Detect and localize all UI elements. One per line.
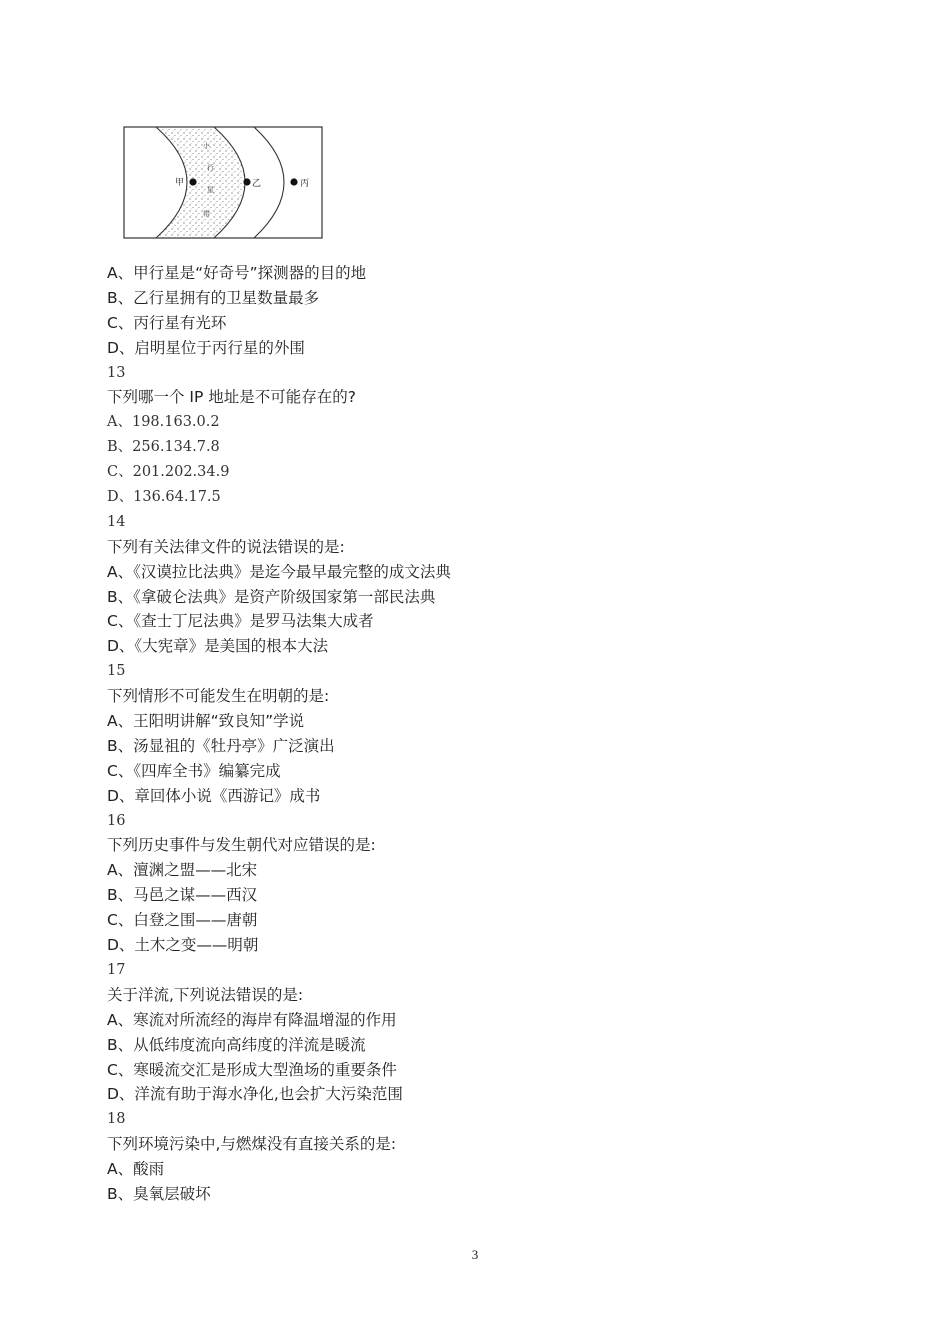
belt-label-2: 行	[207, 164, 214, 172]
text-line: C、201.202.34.9	[107, 464, 230, 481]
text-line: 下列哪一个 IP 地址是不可能存在的?	[107, 388, 357, 407]
text-line: B、从低纬度流向高纬度的洋流是暖流	[107, 1035, 366, 1054]
text-line: B、马邑之谋——西汉	[107, 886, 258, 905]
belt-label-4: 带	[203, 210, 210, 218]
text-line: A、酸雨	[107, 1160, 165, 1179]
text-line: A、198.163.0.2	[107, 414, 220, 431]
text-line: D、土木之变——明朝	[107, 936, 259, 955]
question-number: 13	[107, 364, 126, 381]
text-line: C、白登之围——唐朝	[107, 911, 258, 930]
text-line: B、乙行星拥有的卫星数量最多	[107, 288, 320, 307]
question-number: 18	[107, 1111, 126, 1128]
text-line: 下列有关法律文件的说法错误的是:	[107, 537, 345, 556]
text-line: D、洋流有助于海水净化,也会扩大污染范围	[107, 1085, 403, 1104]
planet-yi	[243, 178, 250, 185]
text-line: B、汤显祖的《牡丹亭》广泛演出	[107, 736, 335, 755]
text-line: B、《拿破仑法典》是资产阶级国家第一部民法典	[107, 587, 436, 606]
text-line: 下列环境污染中,与燃煤没有直接关系的是:	[107, 1135, 397, 1154]
text-line: C、《四库全书》编纂完成	[107, 761, 281, 780]
text-line: A、澶渊之盟——北宋	[107, 861, 258, 880]
text-line: D、启明星位于丙行星的外围	[107, 338, 305, 357]
text-line: C、丙行星有光环	[107, 313, 227, 332]
text-line: 下列情形不可能发生在明朝的是:	[107, 687, 330, 706]
text-line: 关于洋流,下列说法错误的是:	[107, 985, 304, 1004]
text-line: D、《大宪章》是美国的根本大法	[107, 637, 329, 656]
question-number: 16	[107, 812, 126, 829]
text-line: C、寒暖流交汇是形成大型渔场的重要条件	[107, 1060, 397, 1079]
question-number: 17	[107, 961, 126, 978]
question-number: 15	[107, 663, 126, 680]
text-line: B、256.134.7.8	[107, 439, 220, 456]
page-number: 3	[471, 1247, 479, 1262]
question-number: 14	[107, 513, 126, 530]
text-line: A、寒流对所流经的海岸有降温增湿的作用	[107, 1010, 397, 1029]
label-jia: 甲	[175, 178, 185, 188]
planet-bing	[290, 178, 297, 185]
text-line: C、《查士丁尼法典》是罗马法集大成者	[107, 612, 374, 631]
text-line: D、136.64.17.5	[107, 489, 221, 506]
belt-label-3: 星	[207, 186, 214, 194]
question-content	[107, 261, 867, 1207]
text-line: A、甲行星是“好奇号”探测器的目的地	[107, 264, 367, 282]
text-line: A、《汉谟拉比法典》是迄今最早最完整的成文法典	[107, 562, 451, 581]
text-line: A、王阳明讲解“致良知”学说	[107, 712, 305, 731]
planet-jia	[189, 178, 196, 185]
text-line: D、章回体小说《西游记》成书	[107, 786, 321, 805]
solar-system-diagram	[123, 126, 323, 239]
label-bing: 丙	[300, 179, 310, 189]
text-line: B、臭氧层破坏	[107, 1184, 211, 1203]
text-line: 下列历史事件与发生朝代对应错误的是:	[107, 836, 376, 855]
label-yi: 乙	[252, 179, 262, 189]
belt-label-1: 小	[203, 142, 210, 150]
